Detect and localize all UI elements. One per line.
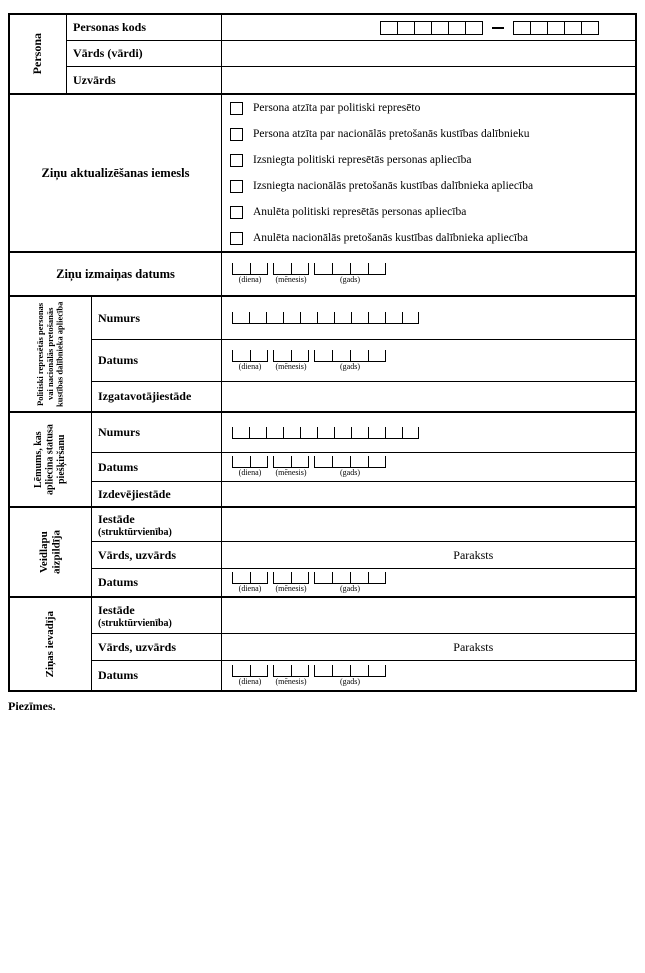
reason-option <box>222 95 635 121</box>
date-label-day: (diena) <box>238 361 262 371</box>
row-decision-issuer <box>92 482 635 506</box>
comb-cell <box>368 312 385 324</box>
decision-issuer-input[interactable] <box>222 482 635 506</box>
certificate-number-label: Numurs <box>92 297 222 339</box>
comb-cell <box>250 263 268 275</box>
comb-cell <box>317 427 334 439</box>
comb-cell <box>232 456 250 468</box>
entered-date-label: Datums <box>92 661 222 690</box>
decision-date-input[interactable] <box>232 456 386 478</box>
date-label-year: (gads) <box>340 468 360 477</box>
personas-kods-dash <box>492 27 504 29</box>
comb-cell <box>368 665 386 677</box>
entered-institution-label <box>92 598 222 633</box>
comb-cell <box>368 350 386 362</box>
comb-cell <box>581 21 599 35</box>
comb-cell <box>385 427 402 439</box>
comb-cell <box>232 312 249 324</box>
comb-cell <box>266 312 283 324</box>
comb-cell <box>513 21 531 35</box>
filled-name-input[interactable] <box>222 542 635 568</box>
comb-cell <box>232 665 250 677</box>
row-certificate-date <box>92 340 635 382</box>
comb-cell <box>291 350 309 362</box>
decision-title: Lēmums, kas apliecina statusa piešķiršanu <box>33 424 68 495</box>
row-uzvards <box>67 67 635 93</box>
comb-cell <box>368 572 386 584</box>
comb-cell <box>564 21 582 35</box>
section-data-entered-by <box>10 598 635 690</box>
checkbox[interactable] <box>230 206 243 219</box>
form-filled-rotated-header <box>10 508 92 596</box>
certificate-number-field <box>222 297 635 339</box>
comb-cell <box>283 312 300 324</box>
entered-institution-input[interactable] <box>222 598 635 633</box>
date-label-year: (gads) <box>340 583 360 593</box>
institution-label-sub: (struktūrvienība) <box>98 526 172 538</box>
date-label-month: (mēnesis) <box>275 361 307 371</box>
comb-cell <box>314 263 332 275</box>
institution-label-main: Iestāde <box>98 511 135 526</box>
checkbox[interactable] <box>230 154 243 167</box>
comb-cell <box>350 665 368 677</box>
comb-cell <box>334 312 351 324</box>
section-reason <box>10 95 635 253</box>
section-certificate <box>10 297 635 413</box>
comb-cell <box>397 21 415 35</box>
decision-number-field <box>222 413 635 452</box>
personas-kods-label: Personas kods <box>67 15 222 40</box>
date-label-day: (diena) <box>238 468 262 477</box>
reason-option <box>222 121 635 147</box>
row-personas-kods <box>67 15 635 41</box>
row-entered-institution <box>92 598 635 634</box>
comb-cell <box>332 572 350 584</box>
entered-date-input[interactable] <box>232 665 386 687</box>
certificate-date-field <box>222 340 635 381</box>
comb-cell <box>249 427 266 439</box>
row-certificate-issuer <box>92 382 635 411</box>
comb-cell <box>291 572 309 584</box>
comb-cell <box>249 312 266 324</box>
reason-options <box>222 95 635 251</box>
comb-cell <box>465 21 483 35</box>
comb-cell <box>448 21 466 35</box>
comb-cell <box>334 427 351 439</box>
date-label-month: (mēnesis) <box>275 275 307 284</box>
reason-label: Izsniegta politiski represētās personas apliecība <box>253 154 472 166</box>
row-filled-date <box>92 569 635 596</box>
filled-institution-label <box>92 508 222 541</box>
comb-cell <box>431 21 449 35</box>
filled-date-input[interactable] <box>232 572 386 594</box>
comb-cell <box>250 350 268 362</box>
entered-name-label: Vārds, uzvārds <box>92 634 222 660</box>
reason-option <box>222 173 635 199</box>
form-filled-title: Veidlapu aizpildīja <box>37 530 63 575</box>
date-label-day: (diena) <box>238 583 262 593</box>
checkbox[interactable] <box>230 128 243 141</box>
day-comb[interactable] <box>232 350 268 362</box>
institution-label-main: Iestāde <box>98 602 135 617</box>
year-comb[interactable] <box>314 665 386 677</box>
form-table <box>8 13 637 692</box>
comb-cell <box>350 456 368 468</box>
comb-cell <box>385 312 402 324</box>
uzvards-label: Uzvārds <box>67 67 222 93</box>
date-label-year: (gads) <box>340 275 360 284</box>
comb-cell <box>332 263 350 275</box>
comb-cell <box>368 427 385 439</box>
filled-date-field <box>222 569 635 596</box>
comb-cell <box>273 456 291 468</box>
year-comb[interactable] <box>314 572 386 584</box>
decision-number-comb[interactable] <box>232 427 419 439</box>
comb-cell <box>250 665 268 677</box>
comb-cell <box>232 350 250 362</box>
comb-cell <box>350 263 368 275</box>
comb-cell <box>414 21 432 35</box>
comb-cell <box>402 427 419 439</box>
data-entered-title: Ziņas ievadīja <box>44 610 57 678</box>
comb-cell <box>368 263 386 275</box>
reason-label: Anulēta politiski represētās personas apliecība <box>253 206 467 218</box>
filled-date-label: Datums <box>92 569 222 596</box>
row-entered-name <box>92 634 635 661</box>
certificate-date-label: Datums <box>92 340 222 381</box>
entered-name-input[interactable] <box>222 634 635 660</box>
persona-rotated-header <box>10 15 67 93</box>
date-label-year: (gads) <box>340 361 360 371</box>
comb-cell <box>368 456 386 468</box>
date-label-day: (diena) <box>238 676 262 686</box>
change-date-input[interactable] <box>232 263 386 285</box>
comb-cell <box>273 572 291 584</box>
vards-input[interactable] <box>222 41 635 66</box>
decision-rotated-header <box>10 413 92 506</box>
section-form-filled-by <box>10 508 635 598</box>
persona-title: Persona <box>30 33 45 75</box>
section-persona <box>10 15 635 95</box>
reason-label: Persona atzīta par nacionālās pretošanās kustības dalībnieku <box>253 128 530 140</box>
comb-cell <box>232 427 249 439</box>
year-comb[interactable] <box>314 456 386 468</box>
comb-cell <box>530 21 548 35</box>
checkbox[interactable] <box>230 102 243 115</box>
personas-kods-input[interactable] <box>222 15 635 40</box>
decision-date-field <box>222 453 635 481</box>
reason-option <box>222 199 635 225</box>
day-comb[interactable] <box>232 263 268 275</box>
comb-cell <box>314 456 332 468</box>
comb-cell <box>283 427 300 439</box>
reason-label: Persona atzīta par politiski represēto <box>253 102 421 114</box>
date-label-month: (mēnesis) <box>275 676 307 686</box>
data-entered-rotated-header <box>10 598 92 690</box>
filled-name-label: Vārds, uzvārds <box>92 542 222 568</box>
date-label-year: (gads) <box>340 676 360 686</box>
comb-cell <box>332 456 350 468</box>
change-date-field <box>222 253 635 295</box>
uzvards-input[interactable] <box>222 67 635 93</box>
certificate-issuer-label: Izgatavotājiestāde <box>92 382 222 411</box>
reason-option <box>222 225 635 251</box>
filled-institution-input[interactable] <box>222 508 635 541</box>
comb-cell <box>314 572 332 584</box>
row-decision-number <box>92 413 635 453</box>
year-comb[interactable] <box>314 263 386 275</box>
institution-label-sub: (struktūrvienība) <box>98 617 172 629</box>
day-comb[interactable] <box>232 665 268 677</box>
vards-label: Vārds (vārdi) <box>67 41 222 66</box>
certificate-issuer-input[interactable] <box>222 382 635 411</box>
comb-cell <box>314 665 332 677</box>
section-decision <box>10 413 635 508</box>
comb-cell <box>291 665 309 677</box>
comb-cell <box>380 21 398 35</box>
row-decision-date <box>92 453 635 482</box>
comb-cell <box>300 427 317 439</box>
certificate-date-input[interactable] <box>232 350 386 372</box>
change-date-title: Ziņu izmaiņas datums <box>10 253 222 295</box>
certificate-title: Politiski represētās personas vai nacionālās pretošanās kustības dalībnieka apliecība <box>34 301 65 407</box>
checkbox[interactable] <box>230 232 243 245</box>
comb-cell <box>350 572 368 584</box>
comb-cell <box>317 312 334 324</box>
reason-option <box>222 147 635 173</box>
month-comb[interactable] <box>273 263 309 275</box>
reason-label: Anulēta nacionālās pretošanās kustības dalībnieka apliecība <box>253 232 528 244</box>
comb-cell <box>273 263 291 275</box>
signature-label: Paraksts <box>453 547 494 562</box>
comb-cell <box>332 350 350 362</box>
decision-number-label: Numurs <box>92 413 222 452</box>
comb-cell <box>232 263 250 275</box>
comb-cell <box>250 572 268 584</box>
reason-label: Izsniegta nacionālās pretošanās kustības dalībnieka apliecība <box>253 180 534 192</box>
month-comb[interactable] <box>273 665 309 677</box>
year-comb[interactable] <box>314 350 386 362</box>
month-comb[interactable] <box>273 456 309 468</box>
month-comb[interactable] <box>273 572 309 584</box>
comb-cell <box>314 350 332 362</box>
row-filled-institution <box>92 508 635 542</box>
date-label-day: (diena) <box>238 275 262 284</box>
row-vards <box>67 41 635 67</box>
comb-cell <box>266 427 283 439</box>
decision-date-label: Datums <box>92 453 222 481</box>
comb-cell <box>332 665 350 677</box>
comb-cell <box>232 572 250 584</box>
date-label-month: (mēnesis) <box>275 468 307 477</box>
row-certificate-number <box>92 297 635 340</box>
comb-cell <box>351 312 368 324</box>
row-filled-name <box>92 542 635 569</box>
comb-cell <box>273 350 291 362</box>
signature-label: Paraksts <box>453 639 494 654</box>
row-entered-date <box>92 661 635 690</box>
personas-kods-boxes-2[interactable] <box>513 21 599 35</box>
comb-cell <box>273 665 291 677</box>
entered-date-field <box>222 661 635 690</box>
day-comb[interactable] <box>232 572 268 584</box>
date-label-month: (mēnesis) <box>275 583 307 593</box>
month-comb[interactable] <box>273 350 309 362</box>
comb-cell <box>402 312 419 324</box>
comb-cell <box>291 263 309 275</box>
comb-cell <box>300 312 317 324</box>
comb-cell <box>547 21 565 35</box>
reason-title: Ziņu aktualizēšanas iemesls <box>10 95 222 251</box>
comb-cell <box>250 456 268 468</box>
checkbox[interactable] <box>230 180 243 193</box>
day-comb[interactable] <box>232 456 268 468</box>
comb-cell <box>350 350 368 362</box>
comb-cell <box>291 456 309 468</box>
certificate-number-comb[interactable] <box>232 312 419 324</box>
comb-cell <box>351 427 368 439</box>
section-change-date <box>10 253 635 297</box>
personas-kods-boxes-1[interactable] <box>380 21 483 35</box>
notes-label: Piezīmes. <box>8 699 56 713</box>
decision-issuer-label: Izdevējiestāde <box>92 482 222 506</box>
certificate-rotated-header <box>10 297 92 411</box>
